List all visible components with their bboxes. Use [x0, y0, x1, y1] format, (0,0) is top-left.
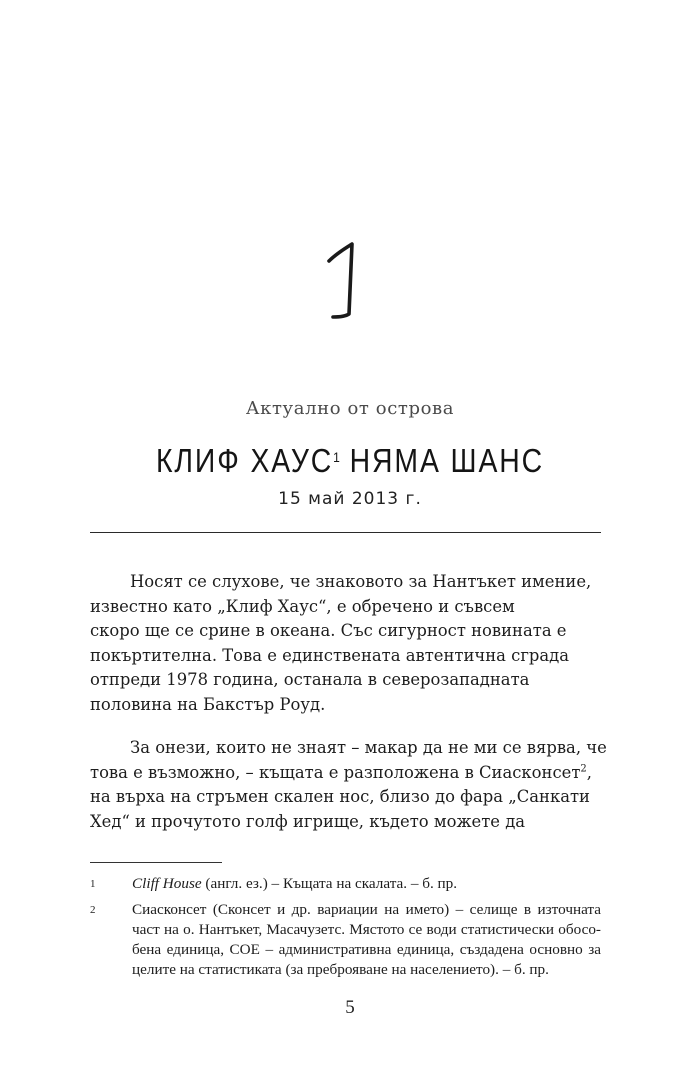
article-kicker: Актуално от острова — [245, 398, 455, 419]
paragraph-line: на върха на стръмен скален нос, близо до фара „Санкати — [90, 787, 590, 806]
chapter-number — [0, 238, 700, 328]
footnote-text — [132, 875, 457, 892]
footnote-ref-1: 1 — [333, 449, 340, 465]
paragraph-line: Хед“ и прочутото голф игрище, където можете да — [90, 811, 526, 831]
paragraph-line: известно като „Клиф Хаус“, е обречено и съвсем — [90, 596, 515, 616]
paragraph-line: отпреди 1978 година, останала в северозападната — [90, 670, 530, 689]
heading-divider — [90, 532, 601, 533]
footnote-line: Сиасконсет (Сконсет и др. вариации на името) – селище в източната — [132, 901, 601, 918]
headline-text-before: КЛИФ ХАУС — [155, 442, 334, 479]
footnote-line: бена единица, СОЕ – административна единица, създадена основно за — [132, 941, 601, 958]
footnote-1 — [90, 874, 601, 894]
footnote-line: целите на статистиката (за преброяване на населението). – б. пр. — [132, 961, 549, 978]
paragraph-line: Носят се слухове, че знаковото за Нантъкет имение, — [130, 572, 592, 591]
footnote-divider — [90, 862, 222, 863]
paragraph-text: , — [586, 762, 593, 782]
page-number: 5 — [345, 997, 355, 1018]
footnote-ref-2: 2 — [580, 763, 587, 775]
paragraph-line: скоро ще се срине в океана. Със сигурност новината е — [90, 621, 567, 640]
paragraph-line: половина на Бакстър Роуд. — [90, 694, 326, 714]
paragraph-line: За онези, които не знаят – макар да не ми се вярва, че — [130, 738, 607, 757]
headline-text-after: НЯМА ШАНС — [339, 442, 545, 479]
footnote-body: (англ. ез.) – Къщата на скалата. – б. пр. — [201, 875, 458, 892]
article-date: 15 май 2013 г. — [278, 489, 422, 509]
footnote-mark: 2 — [90, 904, 96, 916]
footnote-mark: 1 — [90, 878, 96, 890]
chapter-number-glyph — [320, 238, 380, 328]
footnote-italic-term: Cliff House — [132, 875, 202, 892]
paragraph-1 — [90, 570, 606, 717]
paragraph-line — [90, 761, 606, 786]
footnote-2 — [90, 900, 601, 980]
paragraph-line: покъртителна. Това е единствената автентична сграда — [90, 645, 570, 665]
paragraph-2 — [90, 736, 606, 834]
footnotes — [90, 874, 601, 986]
article-body — [90, 570, 606, 834]
footnote-line: част на о. Нантъкет, Масачузетс. Мястото се води статистически обосо- — [132, 921, 601, 938]
article-headline — [49, 442, 651, 480]
paragraph-text: това е възможно, – къщата е разположена в Сиасконсет — [90, 762, 581, 782]
